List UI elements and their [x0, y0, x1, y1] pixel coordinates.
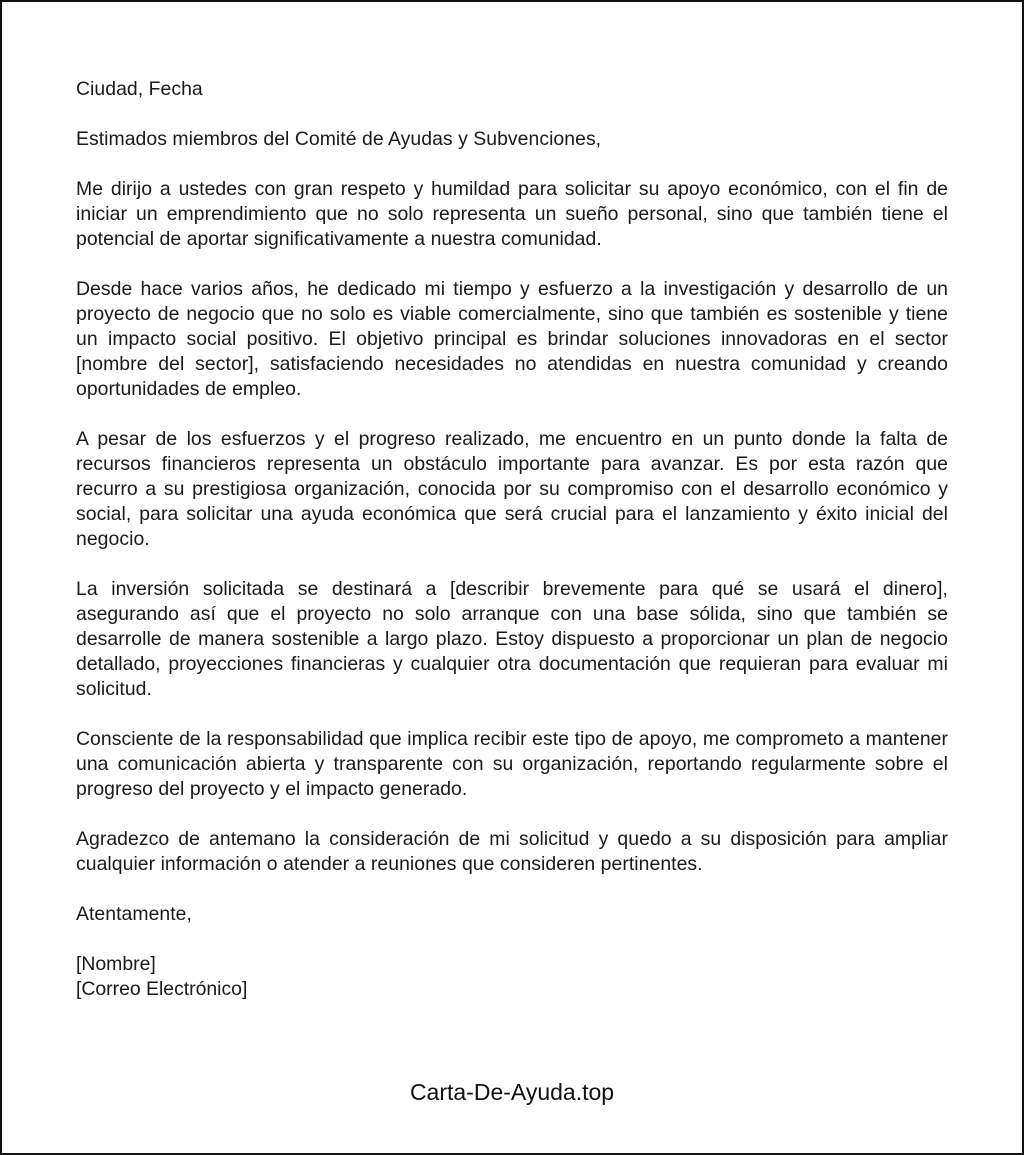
paragraph-commitment: Consciente de la responsabilidad que implica recibir este tipo de apoyo, me comprometo a mantener una comunicación abierta y transparente con su organización, reportando regularmente sobre el progreso del proyecto y el impacto generado.: [76, 728, 948, 800]
salutation: Estimados miembros del Comité de Ayudas y Subvenciones,: [76, 128, 602, 150]
signature-block: [76, 952, 948, 1002]
paragraph-background: Desde hace varios años, he dedicado mi tiempo y esfuerzo a la investigación y desarrollo de un proyecto de negocio que no solo es viable comercialmente, sino que también es sostenible y tiene un impacto social positivo. El objetivo principal es brindar soluciones innovadoras en el sector [nombre del sector], satisfaciendo necesidades no atendidas en nuestra comunidad y creando oportunidades de empleo.: [76, 278, 948, 400]
paragraph-thanks: Agradezco de antemano la consideración de mi solicitud y quedo a su disposición para ampliar cualquier información o atender a reuniones que consideren pertinentes.: [76, 828, 948, 875]
paragraph-intro: Me dirijo a ustedes con gran respeto y humildad para solicitar su apoyo económico, con el fin de iniciar un emprendimiento que no solo representa un sueño personal, sino que también tiene el potencial de aportar significativamente a nuestra comunidad.: [76, 178, 948, 250]
footer-site-name: Carta-De-Ayuda.top: [409, 1079, 615, 1105]
place-date: Ciudad, Fecha: [76, 78, 203, 100]
signature-name: [Nombre]: [76, 953, 156, 975]
paragraph-investment: La inversión solicitada se destinará a [describir brevemente para qué se usará el dinero], asegurando así que el proyecto no solo arranque con una base sólida, sino que también se desarrolle de manera sostenible a largo plazo. Estoy dispuesto a proporcionar un plan de negocio detallado, proyecciones financieras y cualquier otra documentación que requieran para evaluar mi solicitud.: [76, 578, 948, 700]
letter-body: [76, 77, 948, 1002]
closing: Atentamente,: [76, 903, 192, 925]
signature-email: [Correo Electrónico]: [76, 978, 248, 1000]
paragraph-need: A pesar de los esfuerzos y el progreso realizado, me encuentro en un punto donde la falta de recursos financieros representa un obstáculo importante para avanzar. Es por esta razón que recurro a su prestigiosa organización, conocida por su compromiso con el desarrollo económico y social, para solicitar una ayuda económica que será crucial para el lanzamiento y éxito inicial del negocio.: [76, 428, 948, 550]
